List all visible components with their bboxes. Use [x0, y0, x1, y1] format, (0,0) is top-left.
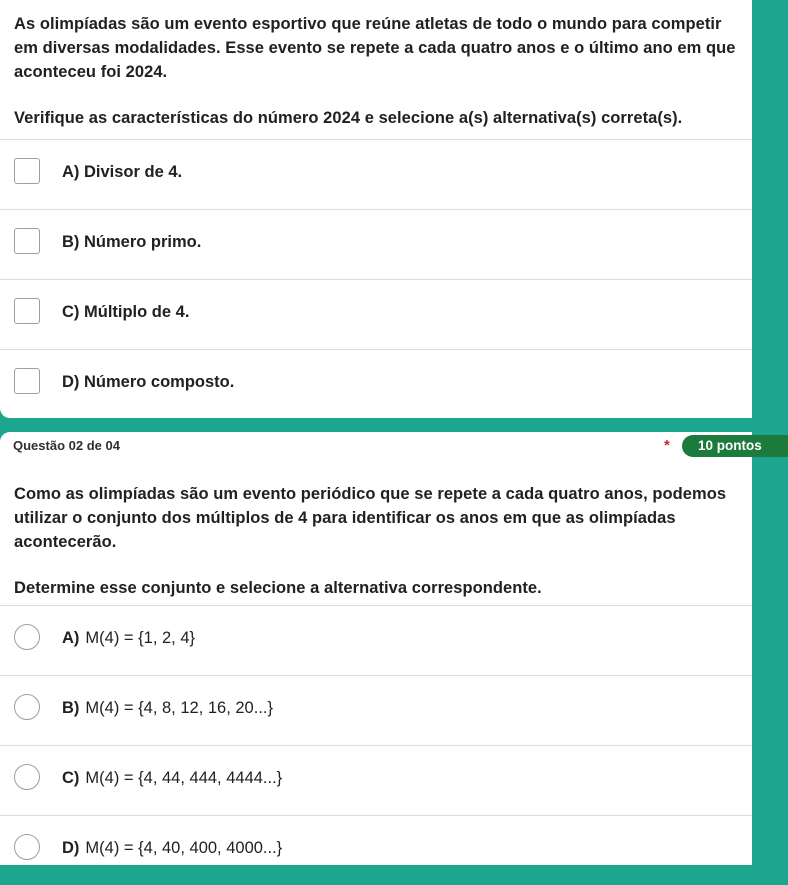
- checkbox-icon[interactable]: [14, 298, 40, 324]
- radio-icon[interactable]: [14, 764, 40, 790]
- question-1-options: [0, 139, 752, 419]
- option-label: D) Número composto.: [62, 373, 235, 391]
- option-math: M(4) = {4, 44, 444, 4444...}: [85, 769, 283, 787]
- option-letter: C): [62, 769, 80, 787]
- option-label: [62, 627, 195, 649]
- checkbox-icon[interactable]: [14, 158, 40, 184]
- option-label: [62, 837, 282, 859]
- option-letter: B): [62, 699, 80, 717]
- radio-icon[interactable]: [14, 624, 40, 650]
- question-1-stem: [0, 0, 752, 130]
- option-d-checkbox-row[interactable]: [0, 349, 752, 419]
- option-label: [62, 697, 273, 719]
- option-a-radio-row[interactable]: [0, 605, 752, 675]
- option-math: M(4) = {4, 8, 12, 16, 20...}: [85, 699, 273, 717]
- question-1-card: [0, 0, 752, 418]
- question-1-statement: As olimpíadas são um evento esportivo que reúne atletas de todo o mundo para competir em diversas modalidades. Esse evento se repete a cada quatro anos e o último ano em que aconteceu foi 2024.: [14, 15, 736, 81]
- option-label: [62, 767, 282, 789]
- option-c-radio-row[interactable]: [0, 745, 752, 815]
- question-number: Questão 02 de 04: [13, 438, 120, 453]
- option-b-checkbox-row[interactable]: [0, 209, 752, 279]
- option-d-radio-row[interactable]: [0, 815, 752, 885]
- option-label: C) Múltiplo de 4.: [62, 303, 190, 321]
- radio-icon[interactable]: [14, 834, 40, 860]
- option-letter: D): [62, 839, 80, 857]
- question-1-instruction: Verifique as características do número 2024 e selecione a(s) alternativa(s) correta(s).: [14, 109, 683, 127]
- option-c-checkbox-row[interactable]: [0, 279, 752, 349]
- option-b-radio-row[interactable]: [0, 675, 752, 745]
- question-header: [0, 432, 762, 462]
- option-label: A) Divisor de 4.: [62, 163, 183, 181]
- checkbox-icon[interactable]: [14, 228, 40, 254]
- required-asterisk: *: [664, 437, 670, 454]
- radio-icon[interactable]: [14, 694, 40, 720]
- question-2-statement: Como as olimpíadas são um evento periódico que se repete a cada quatro anos, podemos utilizar o conjunto dos múltiplos de 4 para identificar os anos em que as olimpíadas acontecerão.: [14, 485, 727, 551]
- option-a-checkbox-row[interactable]: [0, 139, 752, 209]
- option-letter: A): [62, 629, 80, 647]
- checkbox-icon[interactable]: [14, 368, 40, 394]
- question-2-stem: [0, 462, 752, 600]
- question-2-instruction: Determine esse conjunto e selecione a alternativa correspondente.: [14, 579, 542, 597]
- option-math: M(4) = {1, 2, 4}: [85, 629, 196, 647]
- option-math: M(4) = {4, 40, 400, 4000...}: [85, 839, 283, 857]
- question-2-options: [0, 605, 752, 885]
- points-badge: 10 pontos: [682, 435, 788, 457]
- question-2-card: [0, 432, 762, 865]
- option-label: B) Número primo.: [62, 233, 202, 251]
